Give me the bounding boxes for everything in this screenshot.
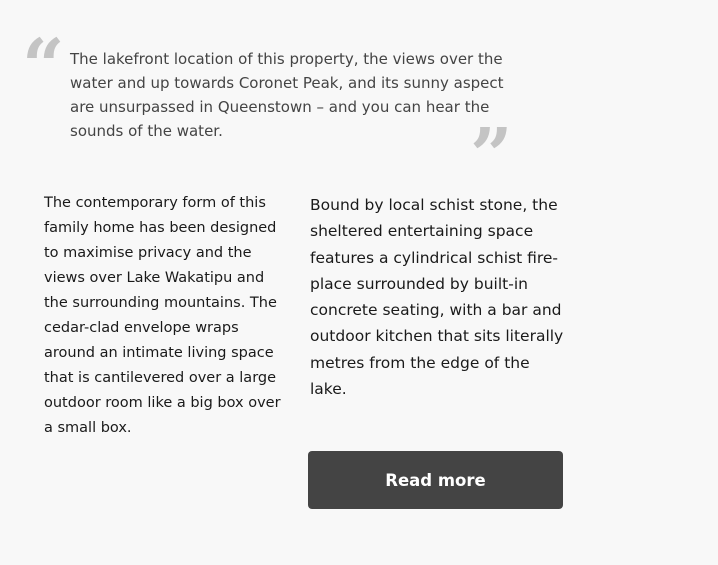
paragraph-line: that is cantilevered over a large xyxy=(44,370,277,386)
paragraph-line: around an intimate living space xyxy=(44,345,274,361)
pull-quote-line: water and up towards Coronet Peak, and its sunny aspect xyxy=(70,74,504,92)
pull-quote xyxy=(70,47,520,143)
paragraph-line: the surrounding mountains. The xyxy=(44,295,277,311)
open-quote-icon: “ xyxy=(22,24,65,110)
paragraph-line: Bound by local schist stone, the xyxy=(310,196,558,214)
paragraph-line: place surrounded by built-in xyxy=(310,274,528,293)
paragraph-line: outdoor room like a big box over xyxy=(44,395,281,411)
pull-quote-line: The lakefront location of this property, the views over the xyxy=(70,50,503,68)
paragraph-line: features a cylindrical schist fire- xyxy=(310,248,559,267)
left-body-paragraph xyxy=(44,191,294,441)
paragraph-line: concrete seating, with a bar and xyxy=(310,301,562,320)
paragraph-line: to maximise privacy and the xyxy=(44,245,252,261)
close-quote-icon: ” xyxy=(470,113,513,199)
paragraph-line: lake. xyxy=(310,380,347,399)
pull-quote-line: are unsurpassed in Queenstown – and you can hear the xyxy=(70,98,490,116)
paragraph-line: The contemporary form of this xyxy=(44,195,266,211)
pull-quote-line: sounds of the water. xyxy=(70,122,223,140)
right-body-paragraph xyxy=(310,192,580,402)
paragraph-line: views over Lake Wakatipu and xyxy=(44,270,265,286)
read-more-button[interactable]: Read more xyxy=(308,451,563,509)
paragraph-line: cedar-clad envelope wraps xyxy=(44,320,239,336)
paragraph-line: sheltered entertaining space xyxy=(310,222,534,241)
paragraph-line: family home has been designed xyxy=(44,220,277,236)
paragraph-line: outdoor kitchen that sits literally xyxy=(310,327,564,346)
paragraph-line: metres from the edge of the xyxy=(310,353,530,372)
paragraph-line: a small box. xyxy=(44,420,132,436)
